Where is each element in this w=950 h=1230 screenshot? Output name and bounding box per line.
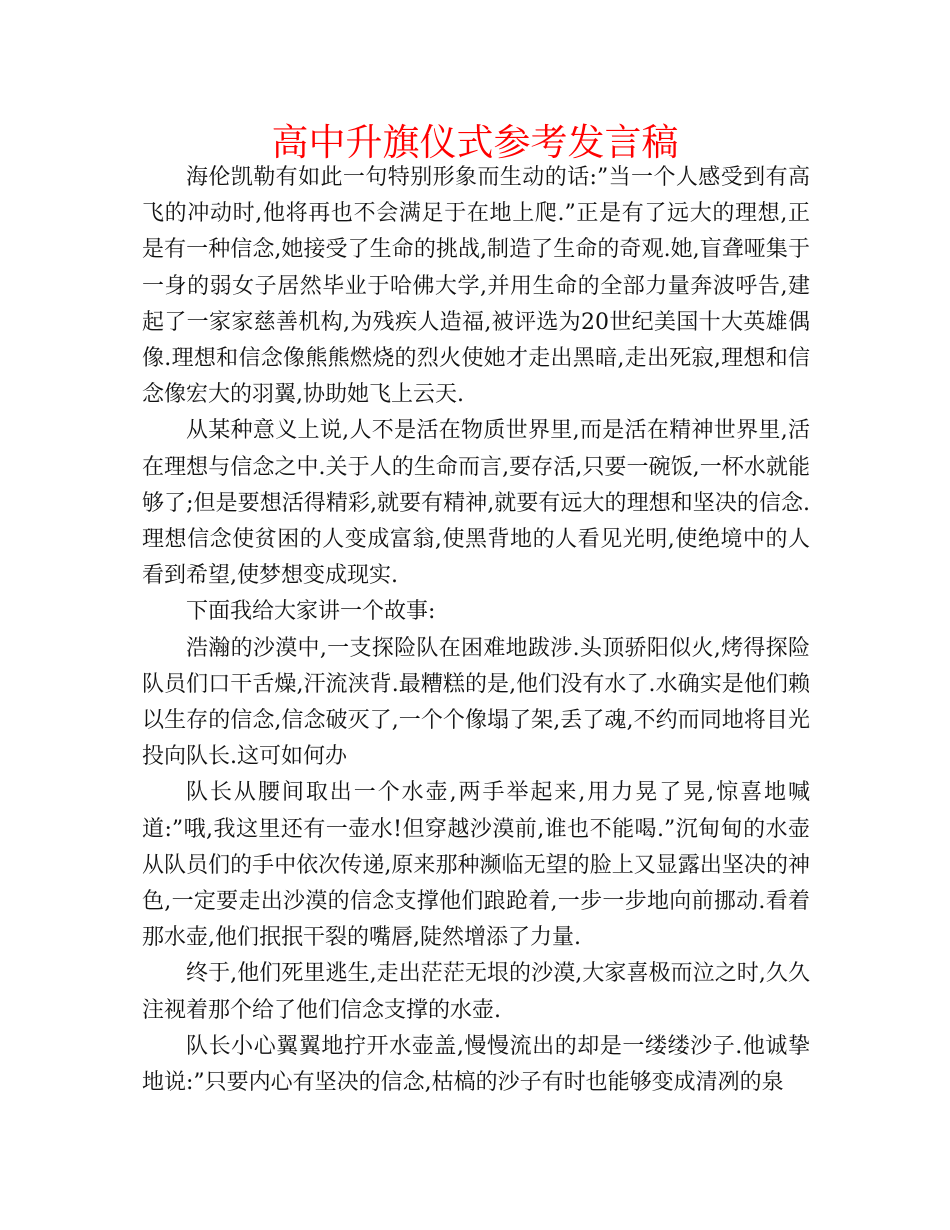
paragraph-water-bottle: 队长从腰间取出一个水壶,两手举起来,用力晃了晃,惊喜地喊道:”哦,我这里还有一壶水!但穿越沙漠前,谁也不能喝.”沉甸甸的水壶从队员们的手中依次传递,原来那种濒临无望的脸上又显露出坚决的神色,一定要走出沙漠的信念支撑他们踉跄着,一步一步地向前挪动.看着那水壶,他们抿抿干裂的嘴唇,陡然增添了力量.: [142, 780, 810, 951]
paragraph-desert-expedition: 浩瀚的沙漠中,一支探险队在困难地跋涉.头顶骄阳似火,烤得探险队员们口干舌燥,汗流浃背.最糟糕的是,他们没有水了.水确实是他们赖以生存的信念,信念破灭了,一个个像塌了架,丢了魂,不约而同地将目光投向队长.这可如何办: [142, 635, 810, 770]
paragraph-escape: 终于,他们死里逃生,走出茫茫无垠的沙漠,大家喜极而泣之时,久久注视着那个给了他们信念支撑的水壶.: [142, 961, 810, 1023]
paragraph-sand-revealed: 队长小心翼翼地拧开水壶盖,慢慢流出的却是一缕缕沙子.他诚挚地说:”只要内心有坚决的信念,枯槁的沙子有时也能够变成清冽的泉: [142, 1033, 810, 1096]
paragraph-story-intro: 下面我给大家讲一个故事:: [186, 599, 436, 625]
document-title: 高中升旗仪式参考发言稿: [271, 121, 679, 164]
paragraph-helen-keller: 海伦凯勒有如此一句特别形象而生动的话:”当一个人感受到有高飞的冲动时,他将再也不会满足于在地上爬.”正是有了远大的理想,正是有一种信念,她接受了生命的挑战,制造了生命的奇观.她,盲聋哑集于一身的弱女子居然毕业于哈佛大学,并用生命的全部力量奔波呼告,建起了一家家慈善机构,为残疾人造福,被评选为20世纪美国十大英雄偶像.理想和信念像熊熊燃烧的烈火使她才走出黑暗,走出死寂,理想和信念像宏大的羽翼,协助她飞上云天.: [142, 165, 810, 408]
document-body: [142, 160, 810, 1101]
paragraph-spiritual-world: 从某种意义上说,人不是活在物质世界里,而是活在精神世界里,活在理想与信念之中.关于人的生命而言,要存活,只要一碗饭,一杯水就能够了;但是要想活得精彩,就要有精神,就要有远大的理想和坚决的信念.理想信念使贫困的人变成富翁,使黑背地的人看见光明,使绝境中的人看到希望,使梦想变成现实.: [142, 418, 810, 589]
